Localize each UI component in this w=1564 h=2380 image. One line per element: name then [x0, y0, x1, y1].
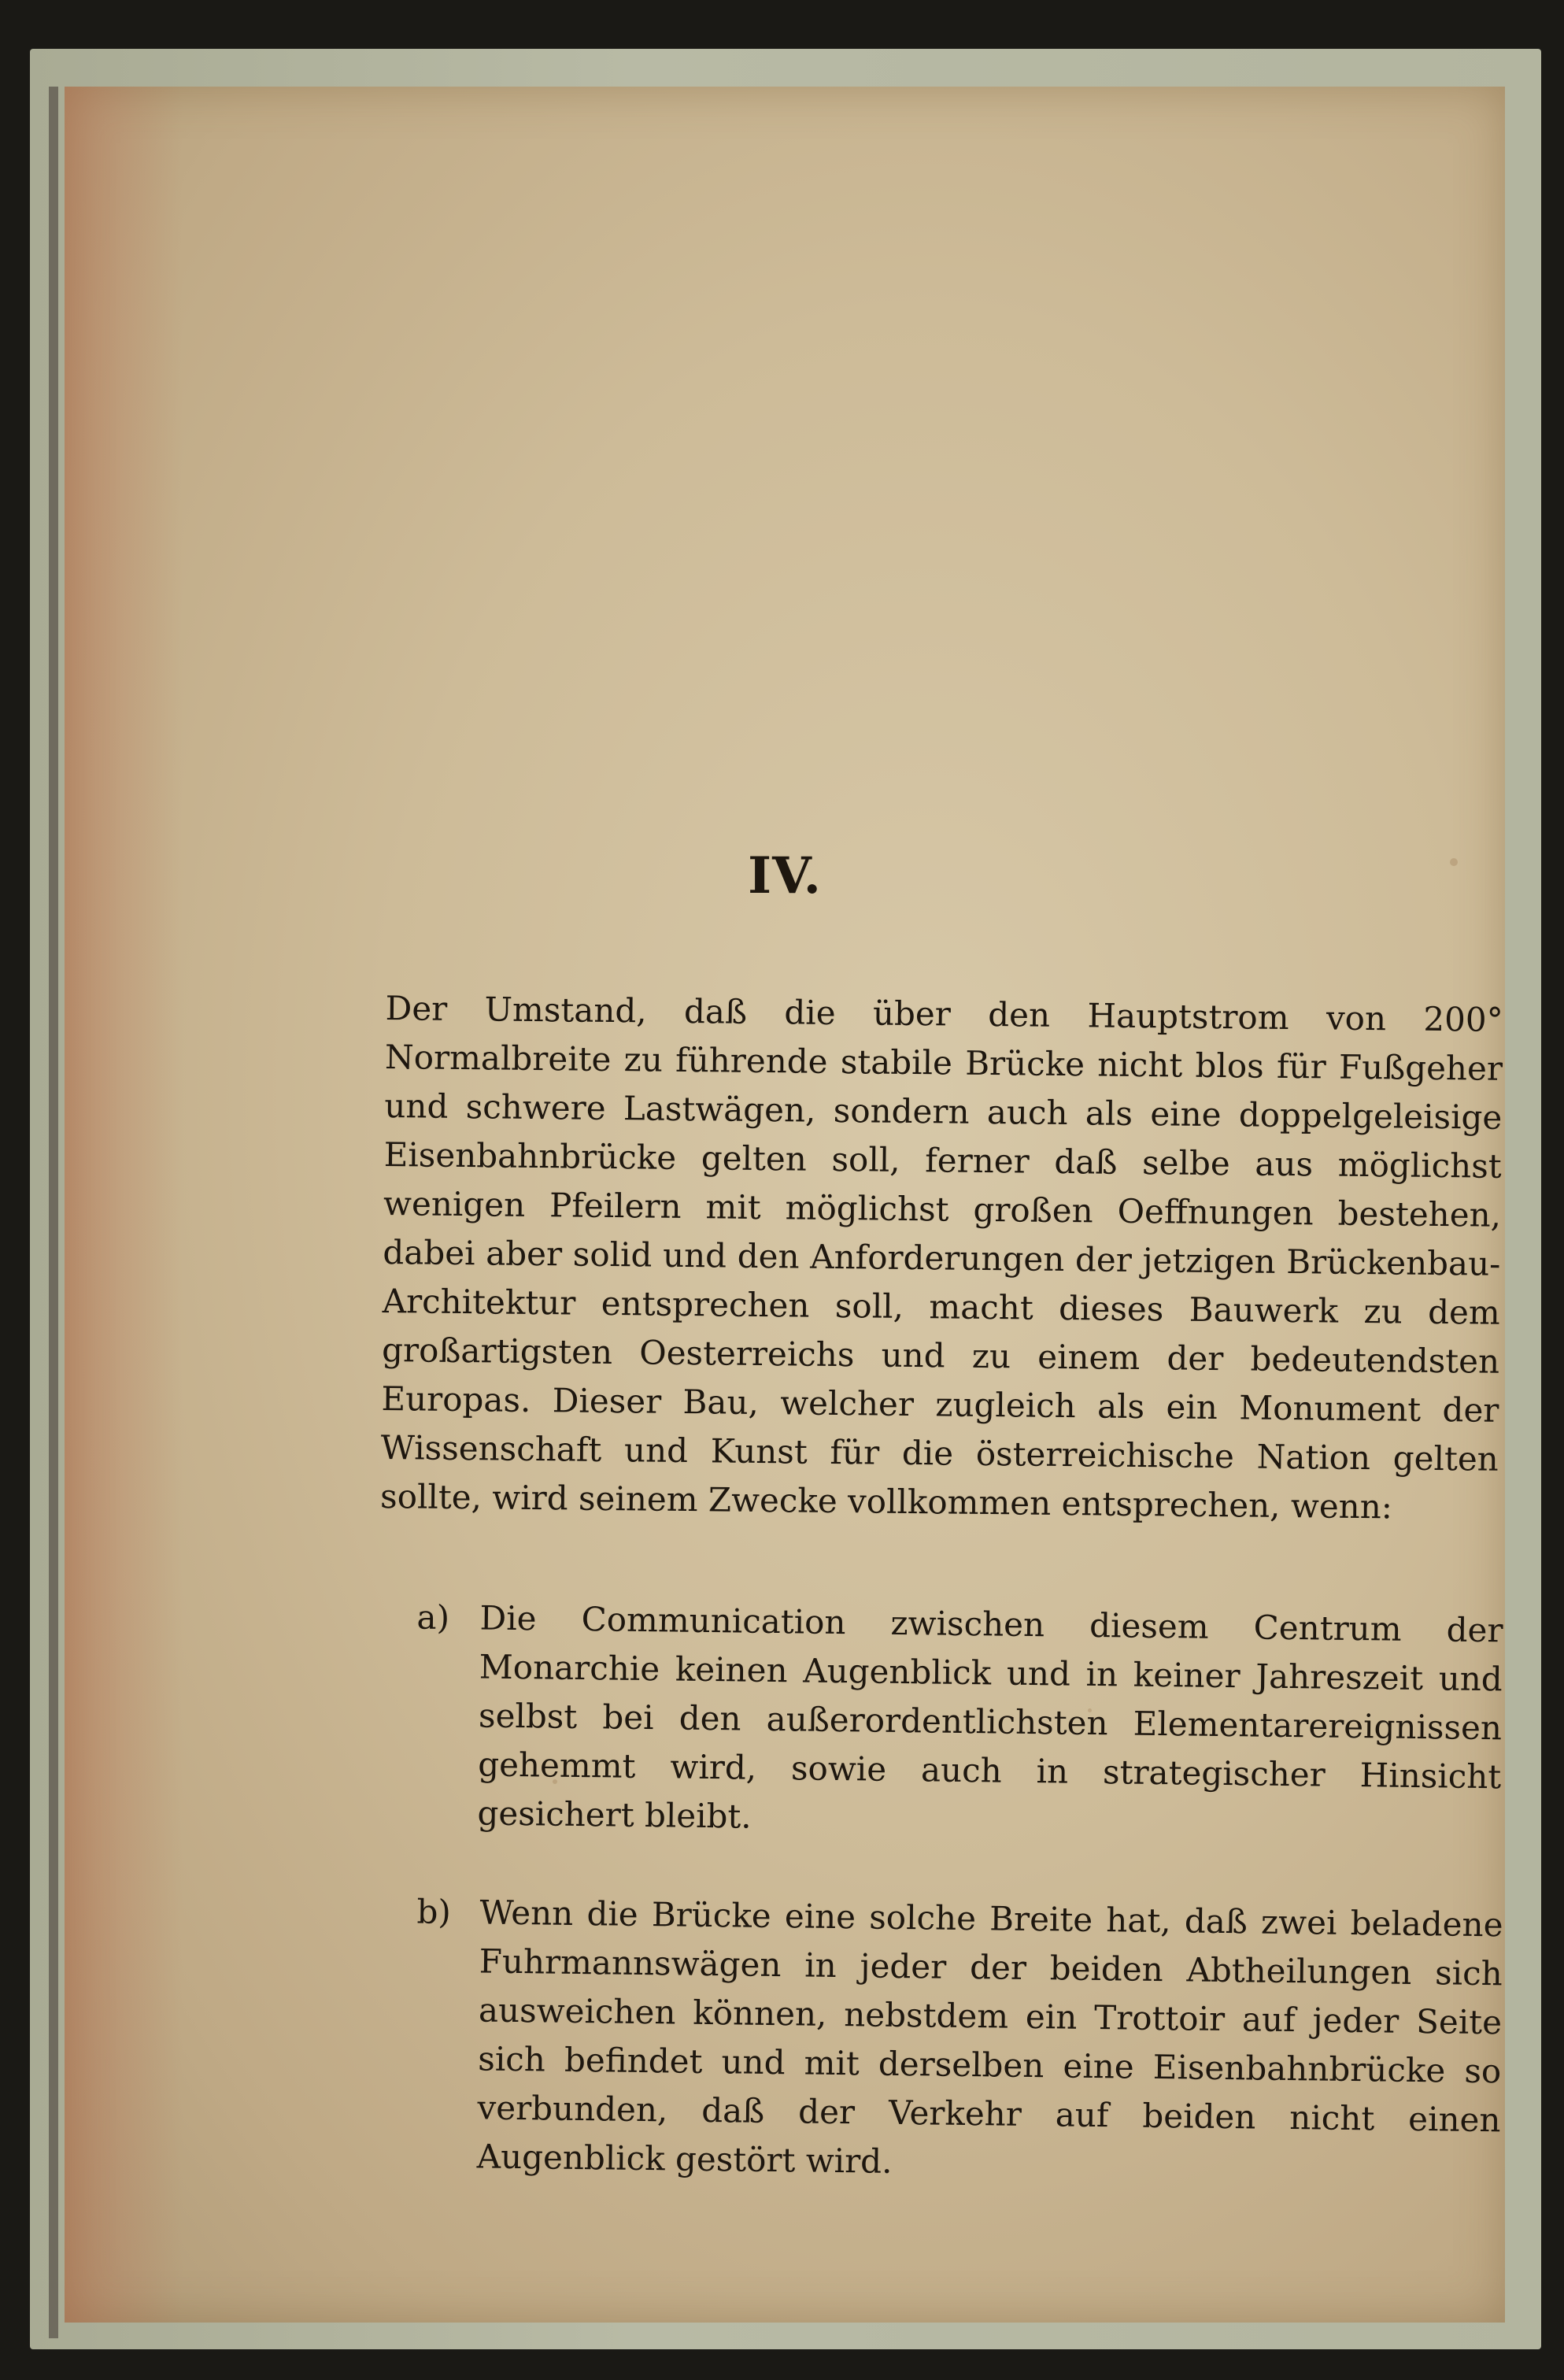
list-item-marker: b) — [416, 1892, 452, 1931]
list-item — [65, 1589, 1505, 1836]
list-item-marker: a) — [416, 1597, 450, 1637]
list-item — [65, 1883, 1505, 2181]
book-page — [65, 87, 1505, 2323]
main-paragraph: Der Umstand, daß die über den Hauptstrom von 200° Normalbreite zu führende stabile Brücke nicht blos für Fußgeher und schwere Lastwägen, sondern auch als eine doppelgeleisige Eisenbahnbrücke gelten soll, ferner daß selbe aus möglichst wenigen Pfeilern mit möglichst großen Oeffnungen bestehen, dabei aber solid und den Anforderungen der jetzigen Brückenbau-Architektur entsprechen soll, macht dieses Bauwerk zu dem großartigsten Oesterreichs und zu einem der bedeutendsten Europas. Dieser Bau, welcher zugleich als ein Monument der Wissenschaft und Kunst für die österreichische Nation gelten sollte, wird seinem Zwecke vollkommen entsprechen, wenn: — [379, 988, 1503, 1527]
chapter-heading: IV. — [748, 846, 822, 905]
page-stain — [65, 87, 183, 2323]
list-item-text: Wenn die Brücke eine solche Breite hat, daß zwei beladene Fuhrmannswägen in jeder der beiden Abtheilungen sich ausweichen können, nebstdem ein Trottoir auf jeder Seite sich befindet und mit derselben eine Eisenbahnbrücke so verbunden, daß der Verkehr auf beiden nicht einen Augenblick gestört wird. — [476, 1893, 1503, 2181]
page-spine-edge — [49, 87, 58, 2338]
list-item-text: Die Communication zwischen diesem Centrum der Monarchie keinen Augenblick und in keiner Jahreszeit und selbst bei den außerordentlichsten Elementarereignissen gehemmt wird, sowie auch in strategischer Hinsicht gesichert bleibt. — [477, 1598, 1503, 1836]
